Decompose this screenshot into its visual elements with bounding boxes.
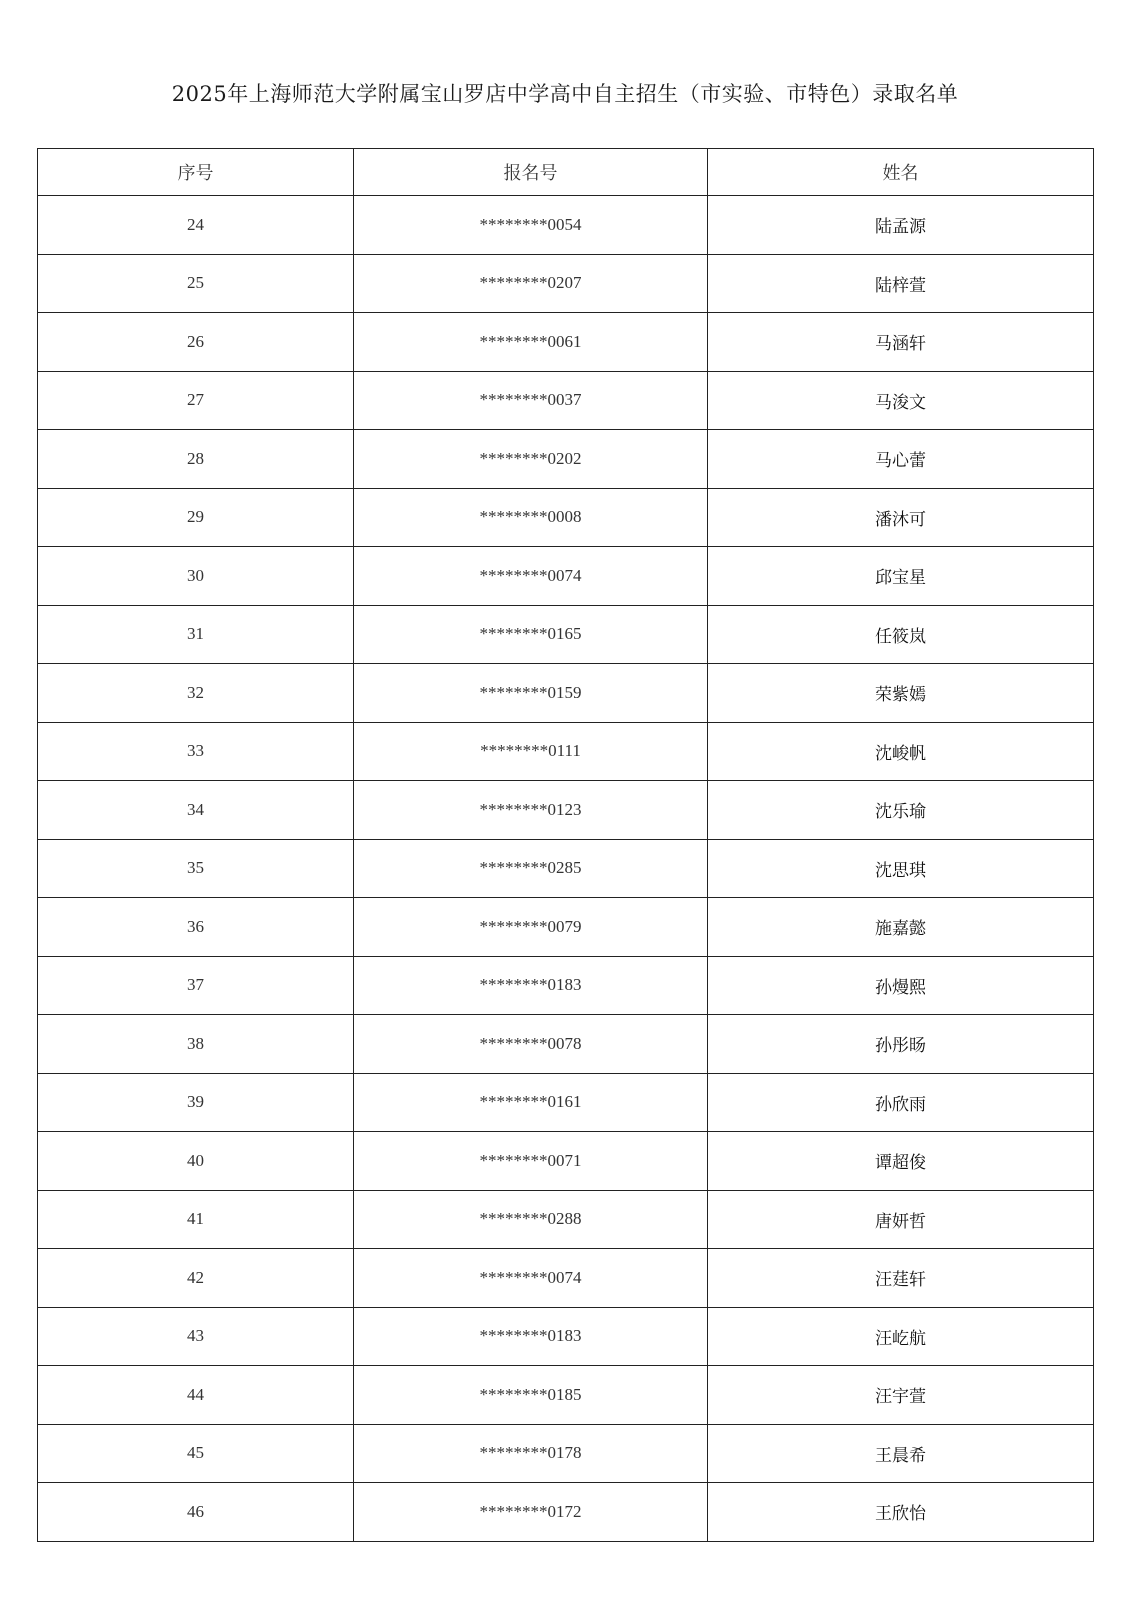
cell-seq: 24 (38, 196, 354, 255)
cell-seq: 40 (38, 1132, 354, 1191)
cell-seq: 27 (38, 371, 354, 430)
cell-name: 沈乐瑜 (708, 781, 1094, 840)
table-row (38, 956, 1094, 1015)
table-row (38, 1015, 1094, 1074)
cell-seq: 29 (38, 488, 354, 547)
cell-name: 任筱岚 (708, 605, 1094, 664)
cell-seq: 35 (38, 839, 354, 898)
table-body (38, 196, 1094, 1542)
cell-seq: 46 (38, 1483, 354, 1542)
cell-reg: ********0161 (354, 1073, 708, 1132)
table-row (38, 488, 1094, 547)
table-row (38, 1132, 1094, 1191)
cell-name: 唐妍哲 (708, 1190, 1094, 1249)
cell-name: 潘沐可 (708, 488, 1094, 547)
table-row (38, 1249, 1094, 1308)
cell-reg: ********0078 (354, 1015, 708, 1074)
cell-reg: ********0288 (354, 1190, 708, 1249)
table-row (38, 430, 1094, 489)
cell-reg: ********0159 (354, 664, 708, 723)
cell-name: 汪宇萱 (708, 1366, 1094, 1425)
column-header-seq: 序号 (38, 149, 354, 196)
table-row (38, 1307, 1094, 1366)
table-row (38, 1424, 1094, 1483)
document-title: 2025年上海师范大学附属宝山罗店中学高中自主招生（市实验、市特色）录取名单 (171, 82, 959, 106)
cell-seq: 26 (38, 313, 354, 372)
cell-reg: ********0079 (354, 898, 708, 957)
table-row (38, 898, 1094, 957)
cell-name: 王欣怡 (708, 1483, 1094, 1542)
cell-reg: ********0207 (354, 254, 708, 313)
cell-seq: 30 (38, 547, 354, 606)
cell-seq: 43 (38, 1307, 354, 1366)
cell-seq: 38 (38, 1015, 354, 1074)
table-row (38, 1073, 1094, 1132)
cell-seq: 33 (38, 722, 354, 781)
table-row (38, 371, 1094, 430)
cell-seq: 42 (38, 1249, 354, 1308)
cell-reg: ********0183 (354, 956, 708, 1015)
column-header-reg: 报名号 (354, 149, 708, 196)
cell-seq: 44 (38, 1366, 354, 1425)
table-row (38, 254, 1094, 313)
cell-name: 施嘉懿 (708, 898, 1094, 957)
cell-name: 谭超俊 (708, 1132, 1094, 1191)
cell-reg: ********0037 (354, 371, 708, 430)
admission-table (37, 148, 1094, 1542)
cell-reg: ********0165 (354, 605, 708, 664)
table-row (38, 1483, 1094, 1542)
cell-name: 荣紫嫣 (708, 664, 1094, 723)
table-row (38, 722, 1094, 781)
table-row (38, 839, 1094, 898)
cell-seq: 25 (38, 254, 354, 313)
cell-reg: ********0061 (354, 313, 708, 372)
table-row (38, 664, 1094, 723)
cell-seq: 36 (38, 898, 354, 957)
cell-reg: ********0202 (354, 430, 708, 489)
cell-seq: 28 (38, 430, 354, 489)
table-row (38, 196, 1094, 255)
table-header (38, 149, 1094, 196)
header-row (38, 149, 1094, 196)
cell-name: 汪屹航 (708, 1307, 1094, 1366)
cell-reg: ********0183 (354, 1307, 708, 1366)
cell-name: 陆梓萱 (708, 254, 1094, 313)
table-row (38, 605, 1094, 664)
cell-name: 孙彤旸 (708, 1015, 1094, 1074)
cell-name: 沈峻帆 (708, 722, 1094, 781)
cell-reg: ********0285 (354, 839, 708, 898)
table-row (38, 781, 1094, 840)
cell-name: 马涵轩 (708, 313, 1094, 372)
cell-name: 陆孟源 (708, 196, 1094, 255)
cell-name: 孙欣雨 (708, 1073, 1094, 1132)
cell-reg: ********0123 (354, 781, 708, 840)
cell-seq: 45 (38, 1424, 354, 1483)
cell-reg: ********0178 (354, 1424, 708, 1483)
cell-reg: ********0185 (354, 1366, 708, 1425)
table-row (38, 313, 1094, 372)
cell-seq: 39 (38, 1073, 354, 1132)
cell-reg: ********0111 (354, 722, 708, 781)
cell-reg: ********0074 (354, 547, 708, 606)
table-row (38, 1190, 1094, 1249)
cell-name: 马浚文 (708, 371, 1094, 430)
cell-reg: ********0008 (354, 488, 708, 547)
cell-reg: ********0054 (354, 196, 708, 255)
cell-name: 王晨希 (708, 1424, 1094, 1483)
cell-seq: 34 (38, 781, 354, 840)
cell-name: 沈思琪 (708, 839, 1094, 898)
table-row (38, 1366, 1094, 1425)
cell-reg: ********0172 (354, 1483, 708, 1542)
column-header-name: 姓名 (708, 149, 1094, 196)
cell-seq: 32 (38, 664, 354, 723)
cell-name: 马心蕾 (708, 430, 1094, 489)
cell-name: 邱宝星 (708, 547, 1094, 606)
cell-reg: ********0074 (354, 1249, 708, 1308)
table-row (38, 547, 1094, 606)
cell-seq: 41 (38, 1190, 354, 1249)
cell-seq: 37 (38, 956, 354, 1015)
cell-name: 孙熳熙 (708, 956, 1094, 1015)
cell-seq: 31 (38, 605, 354, 664)
cell-name: 汪莛轩 (708, 1249, 1094, 1308)
cell-reg: ********0071 (354, 1132, 708, 1191)
